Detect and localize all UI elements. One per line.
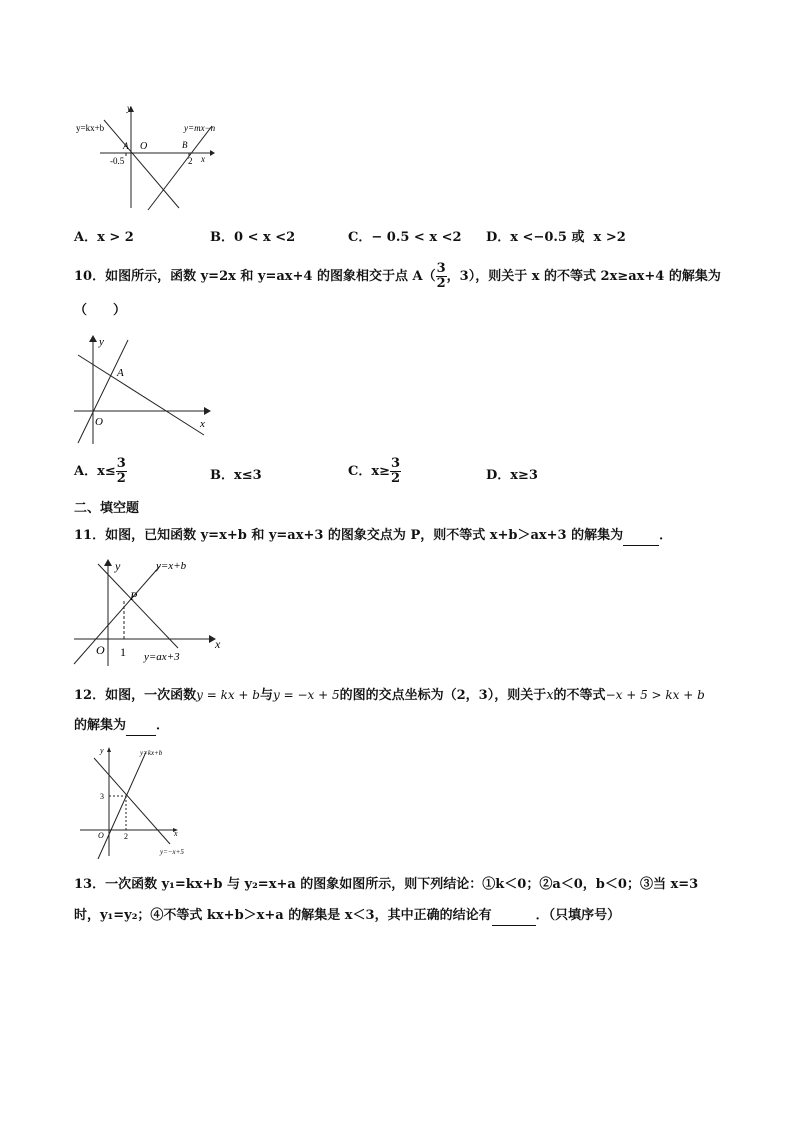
q12-y-axis-label: y <box>100 746 104 755</box>
q10-fraction <box>436 262 447 291</box>
q10-x-axis-arrow <box>204 407 211 415</box>
q11-end: ． <box>659 528 673 543</box>
q10-origin-label: O <box>95 416 103 428</box>
q10-option-c-prefix: x≥ <box>371 464 391 479</box>
q13-end: ．（只填序号） <box>535 908 621 923</box>
q10-x-axis-label: x <box>200 418 205 430</box>
q9-point-a-label: A <box>123 141 129 151</box>
q12-figure <box>78 744 198 860</box>
q9-figure <box>74 100 234 212</box>
q9-tick-b-label: 2 <box>188 156 193 166</box>
q12-end: ． <box>156 718 170 733</box>
q10-y-axis-label: y <box>99 336 104 348</box>
q11-stem <box>74 527 672 546</box>
q12-line-kx-b <box>98 752 146 859</box>
q10-option-b-letter: B． <box>210 468 234 483</box>
q9-option-c-text: − 0.5 < x <2 <box>371 230 462 245</box>
q12-text-3: 的图的交点坐标为（2，3），则关于 <box>339 688 547 703</box>
q13-line2: 时，y₁=y₂；④不等式 kx+b＞x+a 的解集是 x＜3，其中正确的结论有 <box>74 908 492 923</box>
q12-stem-line1 <box>74 686 705 705</box>
q11-line1-label: y=x+b <box>156 560 187 572</box>
q13-answer-blank[interactable] <box>492 907 536 926</box>
q9-option-c[interactable] <box>348 229 462 247</box>
q9-option-d-text: x <−0.5 或 x >2 <box>510 230 626 245</box>
q10-text-before: 如图所示，函数 y=2x 和 y=ax+4 的图象相交于点 A（ <box>105 269 436 284</box>
q12-var: x <box>546 688 554 703</box>
q10-option-a-prefix: x≤ <box>97 464 116 479</box>
q10-option-d-text: x≥3 <box>510 468 538 483</box>
q10-y-axis-arrow <box>89 335 97 342</box>
q10-option-c-den: 2 <box>391 471 401 486</box>
q11-answer-blank[interactable] <box>623 527 659 546</box>
q10-option-c-letter: C． <box>348 464 372 479</box>
q10-paren: （ ） <box>74 303 127 318</box>
q10-number: 10． <box>74 269 106 284</box>
q9-option-d-letter: D． <box>486 230 511 245</box>
q13-stem-line1 <box>74 876 698 894</box>
q10-option-b-text: x≤3 <box>234 468 262 483</box>
q10-option-c[interactable] <box>348 457 401 486</box>
q12-line2-text: 的解集为 <box>74 718 127 733</box>
q12-line2-label: y=−x+5 <box>160 848 184 856</box>
q9-option-b-text: 0 < x <2 <box>234 230 296 245</box>
q10-option-b[interactable] <box>210 467 262 485</box>
q11-x-axis-label: x <box>215 637 221 651</box>
q10-text-after: ，3），则关于 x 的不等式 2x≥ax+4 的解集为 <box>446 269 721 284</box>
q12-x-axis-label: x <box>174 829 178 838</box>
q12-eq1: y = kx + b <box>196 688 260 702</box>
q11-figure <box>72 556 224 668</box>
q9-option-b[interactable] <box>210 229 295 247</box>
q12-text-2: 与 <box>259 688 273 703</box>
q12-eq2: y = −x + 5 <box>273 688 340 702</box>
q12-y-axis-arrow <box>107 747 111 752</box>
q9-line-mx-n <box>148 126 212 210</box>
q10-option-d-letter: D． <box>486 468 511 483</box>
q11-line-ax-3 <box>98 564 178 648</box>
q13-line1: 一次函数 y₁=kx+b 与 y₂=x+a 的图象如图所示，则下列结论：①k＜0；②a＜0，b＜0；③当 x=3 <box>105 877 699 892</box>
q10-option-a-letter: A． <box>74 464 98 479</box>
q10-option-c-fraction <box>390 457 401 486</box>
q12-tick-x-label: 2 <box>124 832 128 841</box>
q9-x-axis-arrow <box>210 150 215 156</box>
q11-line2-label: y=ax+3 <box>144 651 180 663</box>
q9-option-a-letter: A． <box>74 230 98 245</box>
q10-option-a[interactable] <box>74 457 127 486</box>
q9-tick-a-label: -0.5 <box>110 156 125 166</box>
q9-option-c-letter: C． <box>348 230 372 245</box>
q9-option-b-letter: B． <box>210 230 234 245</box>
section-title: 二、填空题 <box>74 501 140 516</box>
q9-option-a-text: x > 2 <box>97 230 134 245</box>
q9-option-d[interactable] <box>486 229 626 247</box>
q12-tick-y-label: 3 <box>100 792 104 801</box>
q9-x-axis-label: x <box>201 154 205 164</box>
q11-number: 11． <box>74 528 106 543</box>
q11-text: 如图，已知函数 y=x+b 和 y=ax+3 的图象交点为 P，则不等式 x+b＞ax+3 的解集为 <box>105 528 624 543</box>
q9-option-a[interactable] <box>74 229 134 247</box>
q9-line1-label: y=kx+b <box>76 123 105 133</box>
q11-origin-label: O <box>96 643 105 657</box>
q13-number: 13． <box>74 877 106 892</box>
q10-line-2x <box>78 340 128 443</box>
q13-stem-line2 <box>74 907 620 926</box>
q9-line2-label: y=mx−n <box>184 123 216 133</box>
q12-line1-label: y=kx+b <box>140 749 163 757</box>
q11-point-label: P <box>130 589 138 603</box>
q10-point-label: A <box>117 367 124 379</box>
q12-origin-label: O <box>98 831 104 840</box>
q11-y-axis-label: y <box>115 559 121 573</box>
q12-ineq: −x + 5 > kx + b <box>605 688 705 702</box>
q10-option-a-den: 2 <box>116 471 126 486</box>
q9-origin-label: O <box>140 141 148 152</box>
q12-answer-blank[interactable] <box>126 717 156 736</box>
q10-option-a-num: 3 <box>116 456 126 471</box>
q10-frac-den: 2 <box>436 276 446 291</box>
q11-tick-label: 1 <box>120 645 126 659</box>
q12-text-4: 的不等式 <box>553 688 606 703</box>
q10-frac-num: 3 <box>436 261 446 276</box>
q12-line-neg-x-5 <box>94 758 170 844</box>
q10-figure <box>70 332 220 447</box>
q9-point-b-label: B <box>182 140 188 150</box>
q10-option-a-fraction <box>116 457 127 486</box>
q10-stem <box>74 262 721 291</box>
q12-stem-line2 <box>74 717 169 736</box>
q10-option-c-num: 3 <box>391 456 401 471</box>
q12-text-1: 如图，一次函数 <box>105 688 197 703</box>
q11-y-axis-arrow <box>104 559 112 566</box>
q9-y-axis-label: y <box>127 103 131 113</box>
q12-number: 12． <box>74 688 106 703</box>
q10-option-d[interactable] <box>486 467 538 485</box>
